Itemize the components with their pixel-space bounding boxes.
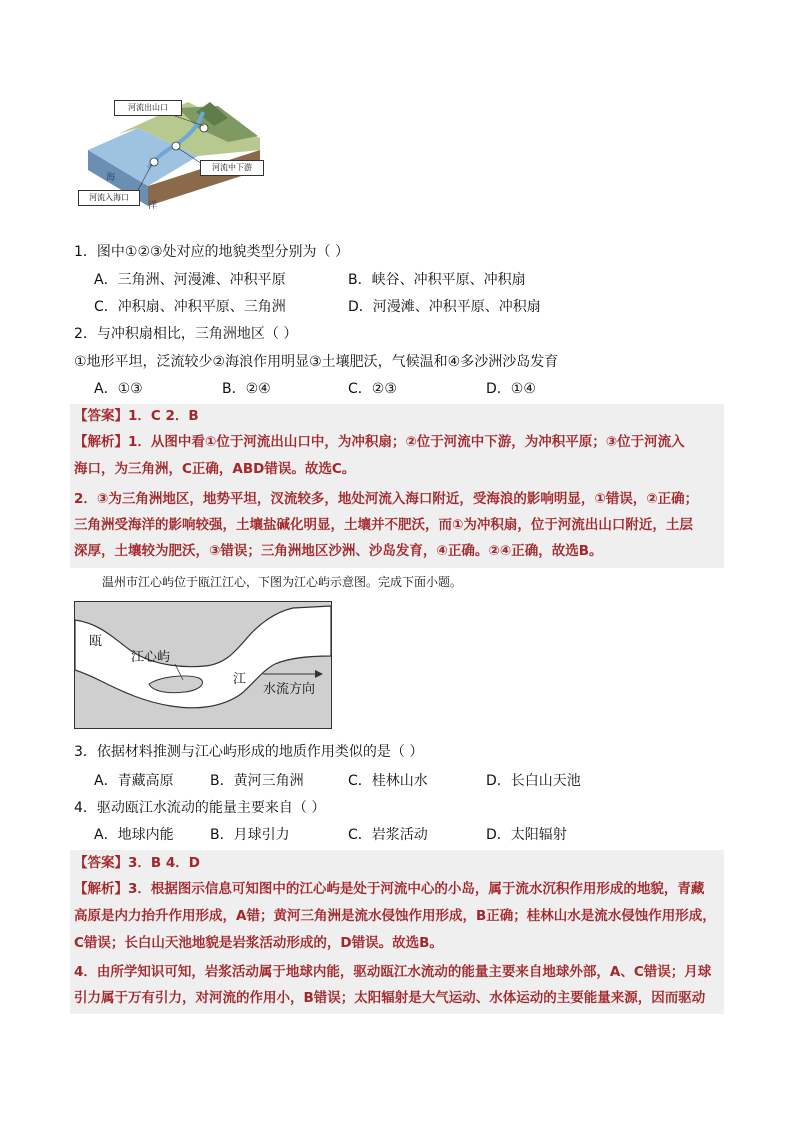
- answer1-analysis-5: 深厚，土壤较为肥沃，③错误；三角洲地区沙洲、沙岛发育，④正确。②④正确，故选B。: [74, 543, 603, 559]
- label-estuary-text: 河流入海口: [89, 193, 129, 202]
- q1-option-b[interactable]: B．峡谷、冲积平原、冲积扇: [348, 272, 526, 288]
- landform-block-diagram: [78, 98, 264, 214]
- q4-option-c[interactable]: C．岩浆活动: [348, 827, 428, 843]
- q1-option-d[interactable]: D．河漫滩、冲积平原、冲积扇: [348, 299, 541, 315]
- q4-option-d[interactable]: D．太阳辐射: [486, 827, 567, 843]
- label-midstream-text: 河流中下游: [212, 163, 252, 172]
- answer1-analysis-4: 三角洲受海洋的影响较强，土壤盐碱化明显，土壤并不肥沃，而①为冲积扇，位于河流出山口附近，土层: [74, 517, 693, 533]
- q3-stem: 3．依据材料推测与江心屿形成的地质作用类似的是（ ）: [74, 744, 424, 760]
- q2-option-b[interactable]: B．②④: [222, 381, 271, 397]
- map-label-flow: 水流方向: [263, 682, 316, 697]
- intro-text-2: 温州市江心屿位于瓯江江心，下图为江心屿示意图。完成下面小题。: [102, 575, 463, 589]
- q1-option-c[interactable]: C．冲积扇、冲积平原、三角洲: [94, 299, 286, 315]
- map-label-ou: 瓯: [89, 634, 103, 649]
- label-sea1: 海: [106, 173, 116, 183]
- answer1-analysis-2: 海口，为三角洲，C正确，ABD错误。故选C。: [74, 461, 356, 477]
- island-map-svg: [75, 602, 331, 728]
- label-outlet: [114, 100, 182, 116]
- answer1-analysis-3: 2．③为三角洲地区，地势平坦，汊流较多，地处河流入海口附近，受海浪的影响明显，①错误，②正确；: [74, 491, 699, 507]
- answer1-analysis-1: 【解析】1．从图中看①位于河流出山口中，为冲积扇；②位于河流中下游，为冲积平原；③位于河流入: [74, 434, 685, 450]
- q3-option-d[interactable]: D．长白山天池: [486, 773, 581, 789]
- q2-stem: 2．与冲积扇相比，三角洲地区（ ）: [74, 326, 298, 342]
- answer1-line: 【答案】1．C 2．B: [74, 408, 199, 424]
- map-label-island: 江心屿: [131, 650, 171, 665]
- label-midstream: [200, 160, 264, 176]
- q3-option-c[interactable]: C．桂林山水: [348, 773, 428, 789]
- answer2-analysis-3: C错误；长白山天池地貌是岩浆活动形成的，D错误。故选B。: [74, 935, 443, 951]
- label-estuary: [78, 190, 140, 206]
- q1-stem: 1．图中①②③处对应的地貌类型分别为（ ）: [74, 244, 350, 260]
- answer2-analysis-4: 4．由所学知识可知，岩浆活动属于地球内能，驱动瓯江水流动的能量主要来自地球外部，A、C错误；月球: [74, 964, 712, 980]
- label-outlet-text: 河流出山口: [128, 103, 168, 112]
- answer2-analysis-1: 【解析】3．根据图示信息可知图中的江心屿是处于河流中心的小岛，属于流水沉积作用形成的地貌，青藏: [74, 881, 705, 897]
- map-label-jiang: 江: [233, 672, 247, 687]
- answer2-analysis-2: 高原是内力抬升作用形成，A错；黄河三角洲是流水侵蚀作用形成，B正确；桂林山水是流水侵蚀作用形成，: [74, 908, 716, 924]
- q3-option-b[interactable]: B．黄河三角洲: [210, 773, 304, 789]
- q4-option-a[interactable]: A．地球内能: [94, 827, 174, 843]
- q2-option-c[interactable]: C．②③: [348, 381, 397, 397]
- q2-option-a[interactable]: A．①③: [94, 381, 143, 397]
- island-map: [74, 601, 332, 729]
- q1-option-a[interactable]: A．三角洲、河漫滩、冲积平原: [94, 272, 286, 288]
- answer2-analysis-5: 引力属于万有引力，对河流的作用小，B错误；太阳辐射是大气运动、水体运动的主要能量来源，因而驱动: [74, 990, 706, 1006]
- label-sea2: 洋: [148, 201, 158, 211]
- q2-statement: ①地形平坦，泛流较少②海浪作用明显③土壤肥沃，气候温和④多沙洲沙岛发育: [74, 354, 559, 370]
- q4-stem: 4．驱动瓯江水流动的能量主要来自（ ）: [74, 800, 326, 816]
- q2-option-d[interactable]: D．①④: [486, 381, 536, 397]
- answer2-line: 【答案】3．B 4．D: [74, 855, 200, 871]
- q4-option-b[interactable]: B．月球引力: [210, 827, 290, 843]
- q3-option-a[interactable]: A．青藏高原: [94, 773, 174, 789]
